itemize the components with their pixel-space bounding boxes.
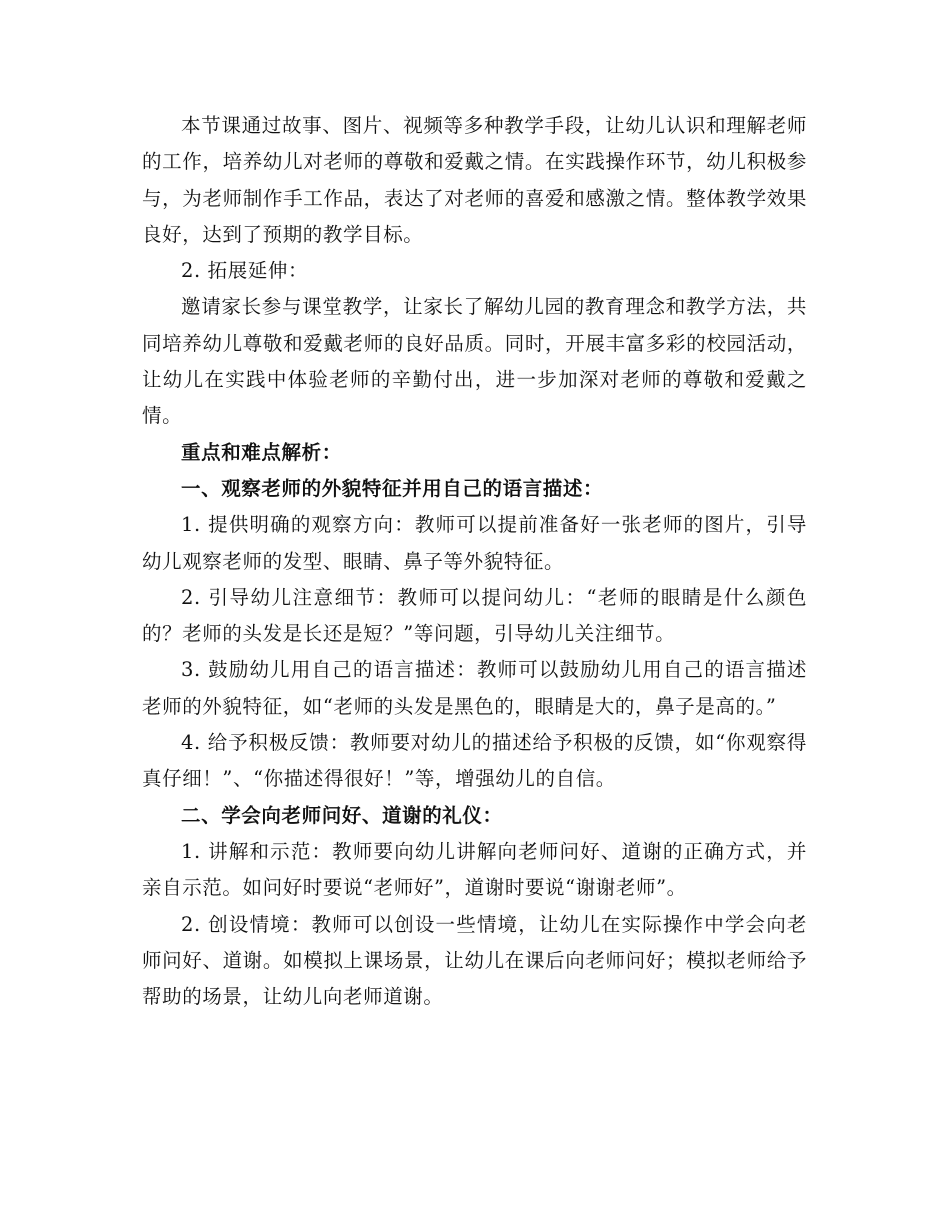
section-2-heading: 二、学会向老师问好、道谢的礼仪：	[181, 803, 503, 827]
section-1-item-3: 3. 鼓励幼儿用自己的语言描述：教师可以鼓励幼儿用自己的语言描述老师的外貌特征，如“老师的头发是黑色的，眼睛是大的，鼻子是高的。”	[142, 658, 807, 718]
extension-title: 2. 拓展延伸：	[181, 259, 309, 283]
section-1-item-4: 4. 给予积极反馈：教师要对幼儿的描述给予积极的反馈，如“你观察得真仔细！”、“你描述得很好！”等，增强幼儿的自信。	[142, 731, 807, 791]
section-2-item-2: 2. 创设情境：教师可以创设一些情境，让幼儿在实际操作中学会向老师问好、道谢。如模拟上课场景，让幼儿在课后向老师问好；模拟老师给予帮助的场景，让幼儿向老师道谢。	[142, 912, 807, 1009]
section-2-item-1: 1. 讲解和示范：教师要向幼儿讲解向老师问好、道谢的正确方式，并亲自示范。如问好时要说“老师好”，道谢时要说“谢谢老师”。	[142, 839, 807, 900]
document-page	[142, 108, 807, 1015]
section-1-item-2: 2. 引导幼儿注意细节：教师可以提问幼儿：“老师的眼睛是什么颜色的？老师的头发是长还是短？”等问题，引导幼儿关注细节。	[142, 585, 807, 646]
extension-paragraph: 邀请家长参与课堂教学，让家长了解幼儿园的教育理念和教学方法，共同培养幼儿尊敬和爱戴老师的良好品质。同时，开展丰富多彩的校园活动，让幼儿在实践中体验老师的辛勤付出，进一步加深对老师的尊敬和爱戴之情。	[142, 295, 807, 428]
section-1-item-1: 1. 提供明确的观察方向：教师可以提前准备好一张老师的图片，引导幼儿观察老师的发型、眼睛、鼻子等外貌特征。	[142, 513, 807, 573]
section-1-heading: 一、观察老师的外貌特征并用自己的语言描述：	[181, 476, 604, 500]
summary-paragraph: 本节课通过故事、图片、视频等多种教学手段，让幼儿认识和理解老师的工作，培养幼儿对老师的尊敬和爱戴之情。在实践操作环节，幼儿积极参与，为老师制作手工作品，表达了对老师的喜爱和感激之情。整体教学效果良好，达到了预期的教学目标。	[142, 114, 807, 246]
analysis-heading: 重点和难点解析：	[181, 440, 342, 464]
